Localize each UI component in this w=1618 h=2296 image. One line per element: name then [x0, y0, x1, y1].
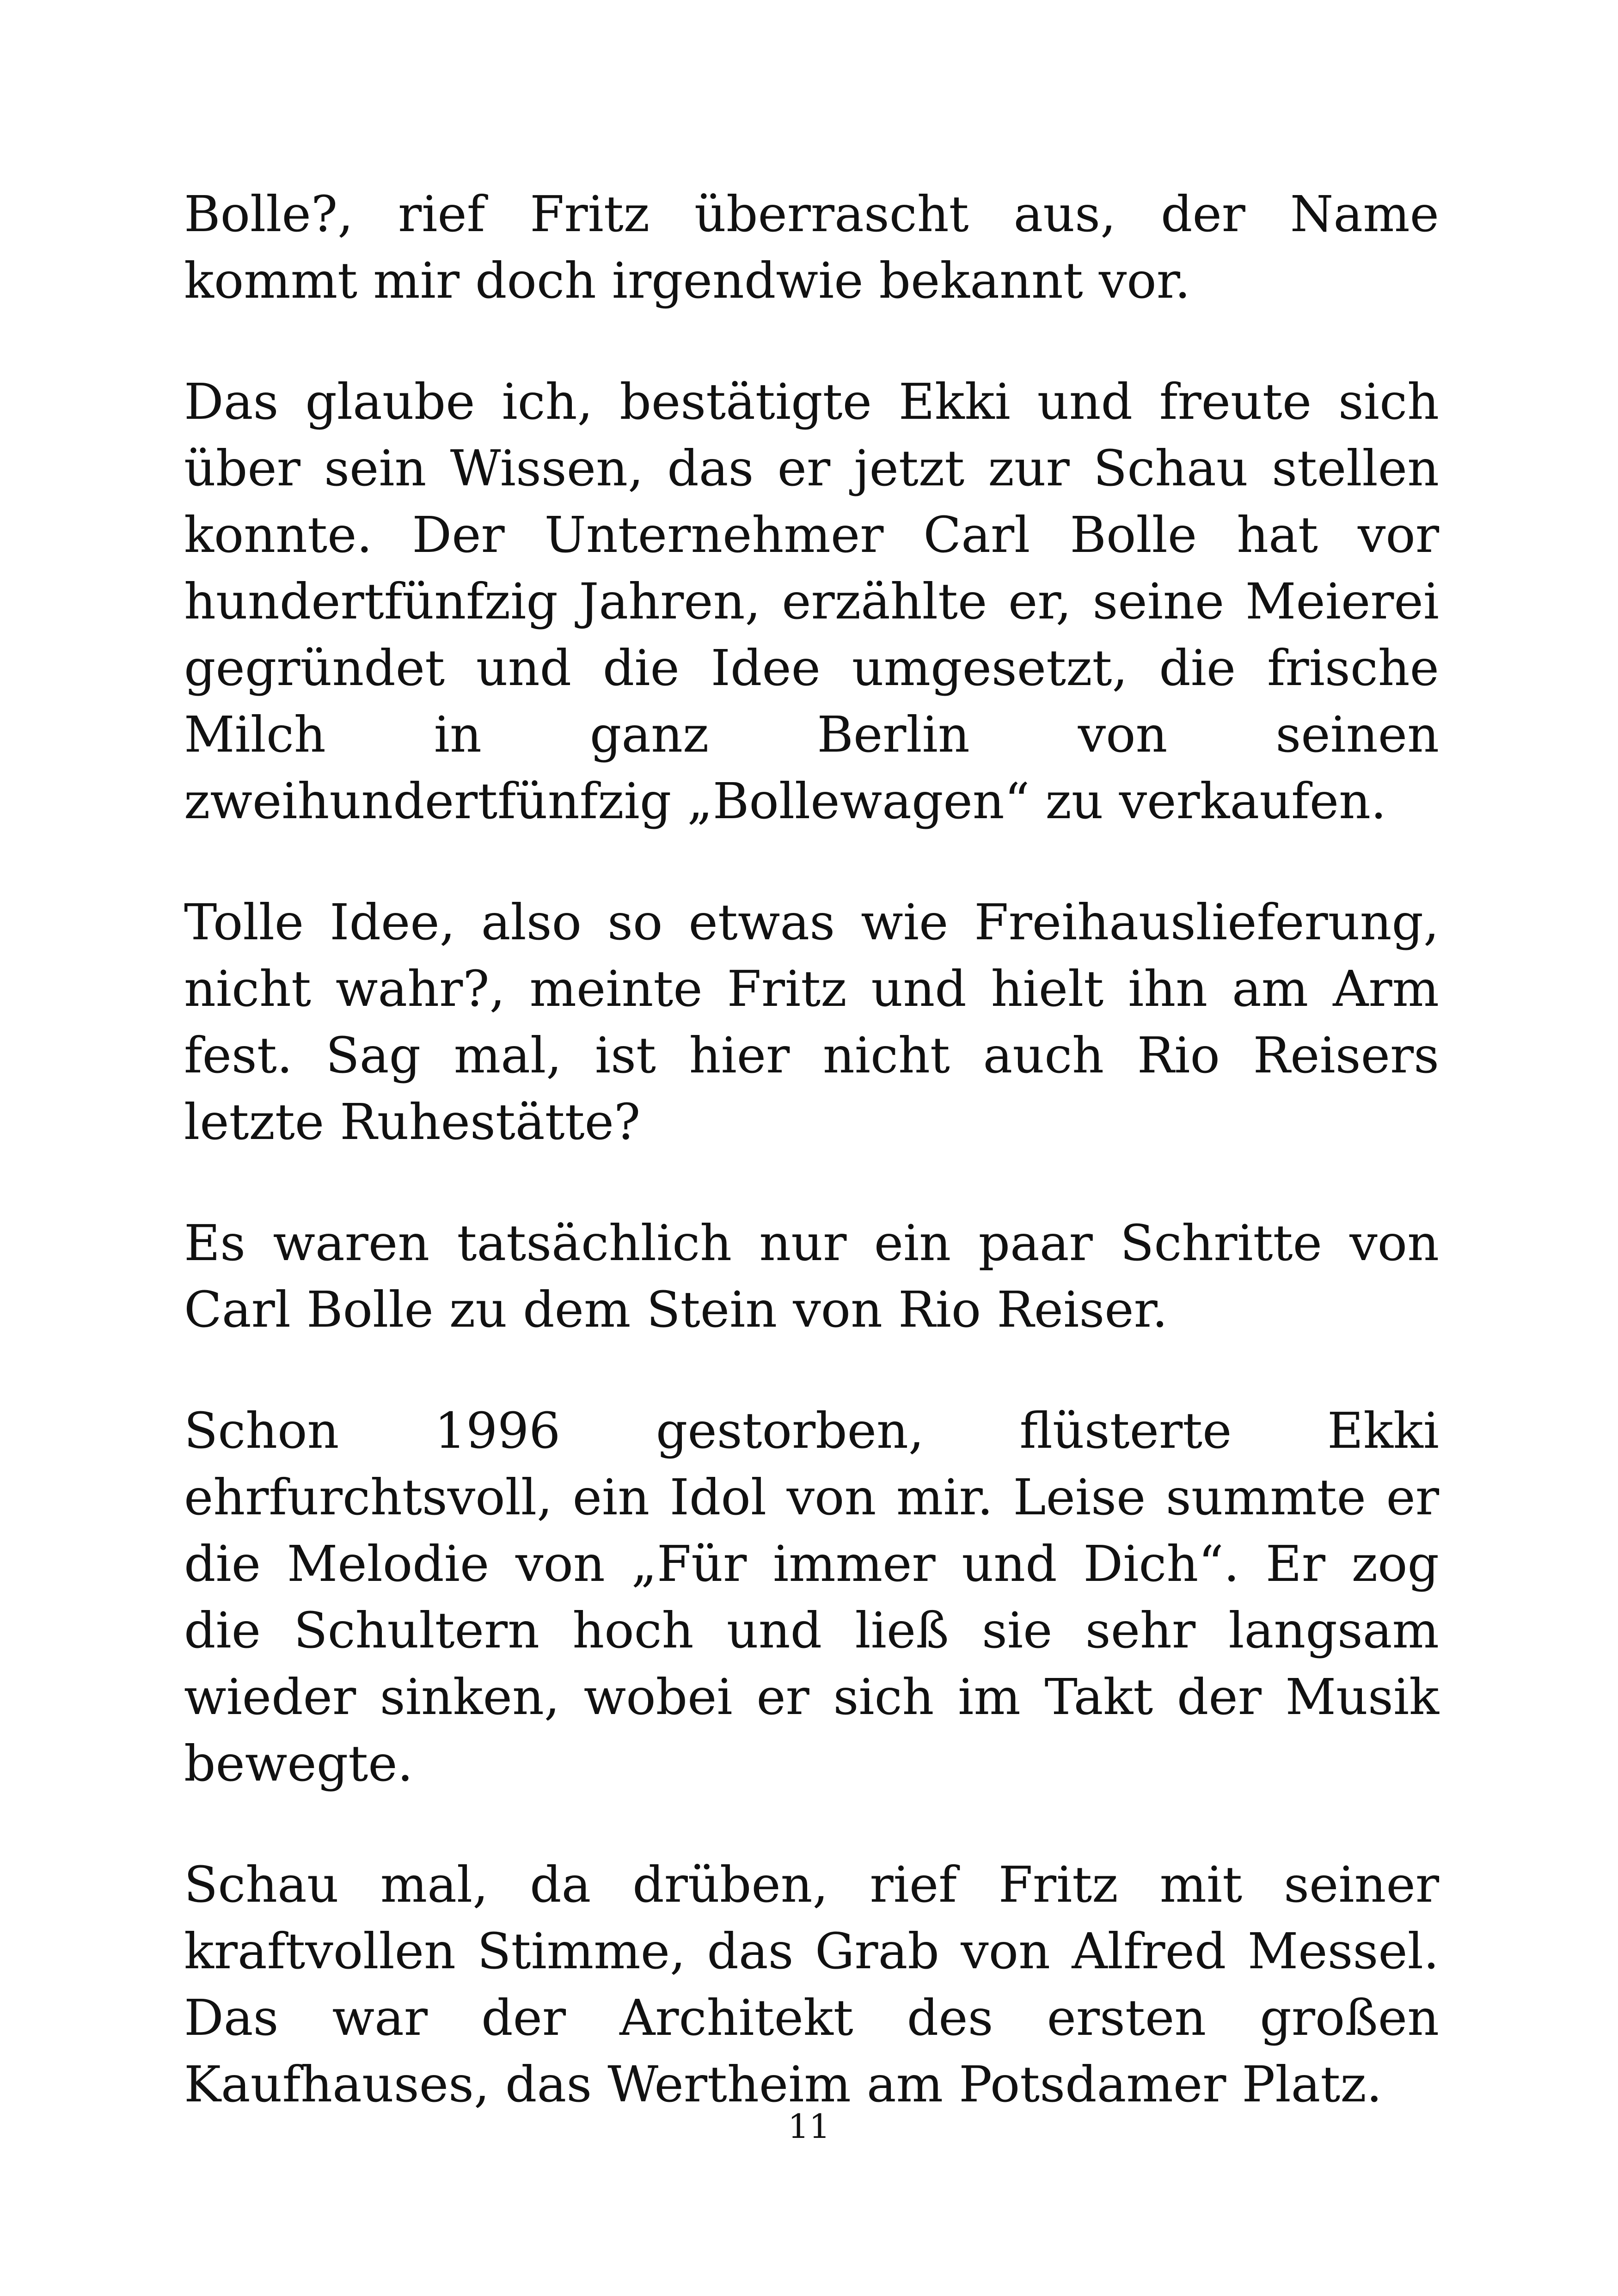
paragraph: Schon 1996 gestorben, flüsterte Ekki ehrfurchtsvoll, ein Idol von mir. Leise summte er die Melodie von „Für immer und Dich“. Er zog die Schultern hoch und ließ sie sehr langsam wieder sinken, wobei er sich im Takt der Musik bewegte.	[184, 1402, 1439, 1793]
paragraph: Tolle Idee, also so etwas wie Freihauslieferung, nicht wahr?, meinte Fritz und hielt ihn am Arm fest. Sag mal, ist hier nicht auch Rio Reisers letzte Ruhestätte?	[184, 894, 1439, 1151]
paragraph: Das glaube ich, bestätigte Ekki und freute sich über sein Wissen, das er jetzt zur Schau stellen konnte. Der Unternehmer Carl Bolle hat vor hundertfünfzig Jahren, erzählte er, seine Meierei gegründet und die Idee umgesetzt, die frische Milch in ganz Berlin von seinen zweihundertfünfzig „Bollewagen“ zu verkaufen.	[184, 373, 1439, 830]
page-number: 11	[788, 2107, 830, 2146]
body-text	[184, 181, 1439, 2118]
paragraph: Bolle?, rief Fritz überrascht aus, der Name kommt mir doch irgendwie bekannt vor.	[184, 186, 1439, 310]
paragraph: Es waren tatsächlich nur ein paar Schritte von Carl Bolle zu dem Stein von Rio Reiser.	[184, 1215, 1439, 1339]
paragraph: Schau mal, da drüben, rief Fritz mit seiner kraftvollen Stimme, das Grab von Alfred Messel. Das war der Architekt des ersten großen Kaufhauses, das Wertheim am Potsdamer Platz.	[184, 1856, 1439, 2113]
